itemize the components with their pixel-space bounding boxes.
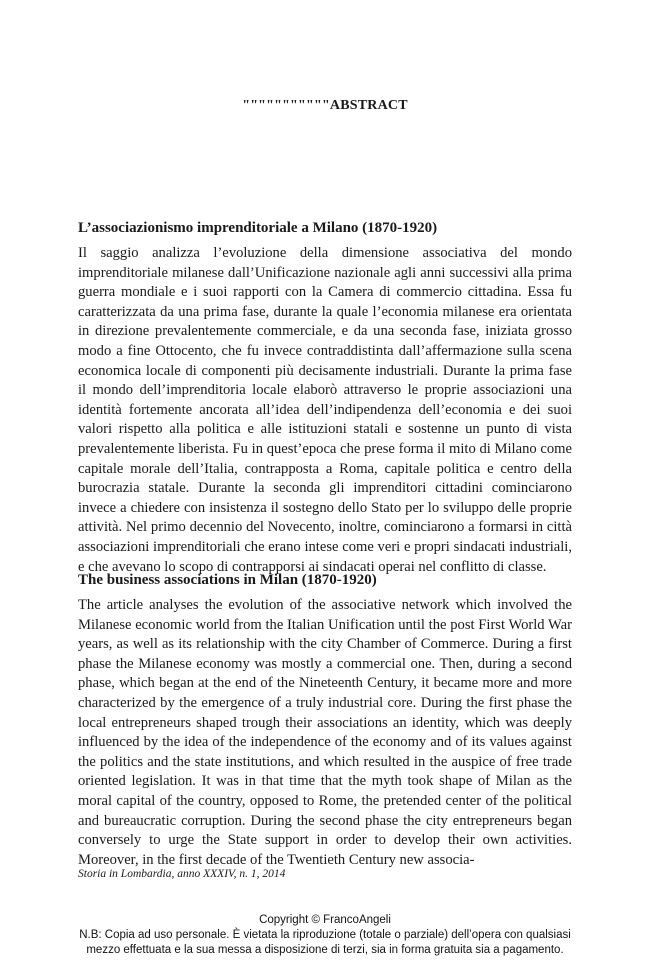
notice-line-1: N.B: Copia ad uso personale. È vietata la riproduzione (totale o parziale) dell’opera con qualsiasi (79, 929, 571, 941)
journal-citation: Storia in Lombardia, anno XXXIV, n. 1, 2014 (78, 868, 286, 880)
english-abstract-title: The business associations in Milan (1870-1920) (78, 572, 377, 588)
copyright-line: Copyright © FrancoAngeli (259, 914, 391, 926)
italian-abstract-section (78, 219, 572, 577)
abstract-heading: """""""""""ABSTRACT (242, 98, 408, 113)
english-abstract-section (78, 571, 572, 870)
italian-abstract-title: L’associazionismo imprenditoriale a Milano (1870-1920) (78, 220, 438, 236)
italian-abstract-body: Il saggio analizza l’evoluzione della dimensione associativa del mondo imprenditoriale milanese dall’Unificazione nazionale agli anni successivi alla prima guerra mondiale e i suoi rapporti con la Camera di commercio cittadina. Essa fu caratterizzata da una prima fase, durante la quale l’economia milanese era orientata in direzione prevalentemente commerciale, e da una seconda fase, iniziata grosso modo a fine Ottocento, che fu invece contraddistinta dall’affermazione sulla scena economica locale di componenti più decisamente industriali. Durante la prima fase il mondo dell’imprenditoria locale elaborò attraverso le proprie associazioni una identità fortemente ancorata all’idea dell’indipendenza dell’economia e dei suoi valori rispetto alla politica e alle istituzioni statali e sostenne un punto di vista prevalentemente liberista. Fu in quest’epoca che prese forma il mito di Milano come capitale morale dell’Italia, contrapposta a Roma, capitale politica e centro della burocrazia statale. Durante la seconda gli imprenditori cittadini cominciarono invece a chiedere con insistenza il sostegno dello Stato per lo sviluppo delle proprie attività. Nel primo decennio del Novecento, inoltre, cominciarono a formarsi in città associazioni imprenditoriali che erano intese come veri e propri sindacati industriali, e che avevano lo scopo di contrapporsi ai sindacati operai nel conflitto di classe. (78, 245, 572, 575)
english-abstract-body: The article analyses the evolution of the associative network which involved the Milanese economic world from the Italian Unification until the post First World War years, as well as its relationship with the city Chamber of Commerce. During a first phase the Milanese economy was mostly a commercial one. Then, during a second phase, which began at the end of the Nineteenth Century, it became more and more characterized by the emergence of a truly industrial core. During the first phase the local entrepreneurs shaped trough their associations an identity, which was deeply influenced by the idea of the independence of the economy and of its values against the politics and the state institutions, and which resulted in the auspice of free trade oriented legislation. It was in that time that the myth took shape of Milan as the moral capital of the country, opposed to Rome, the pretended center of the political and bureaucratic corruption. During the second phase the city entrepreneurs began conversely to urge the State support in order to develop their own activities. Moreover, in the first decade of the Twentieth Century new associa- (78, 597, 572, 868)
notice-line-2: mezzo effettuata e la sua messa a disposizione di terzi, sia in forma gratuita sia a pagamento. (86, 944, 564, 956)
copyright-notice (0, 913, 650, 958)
